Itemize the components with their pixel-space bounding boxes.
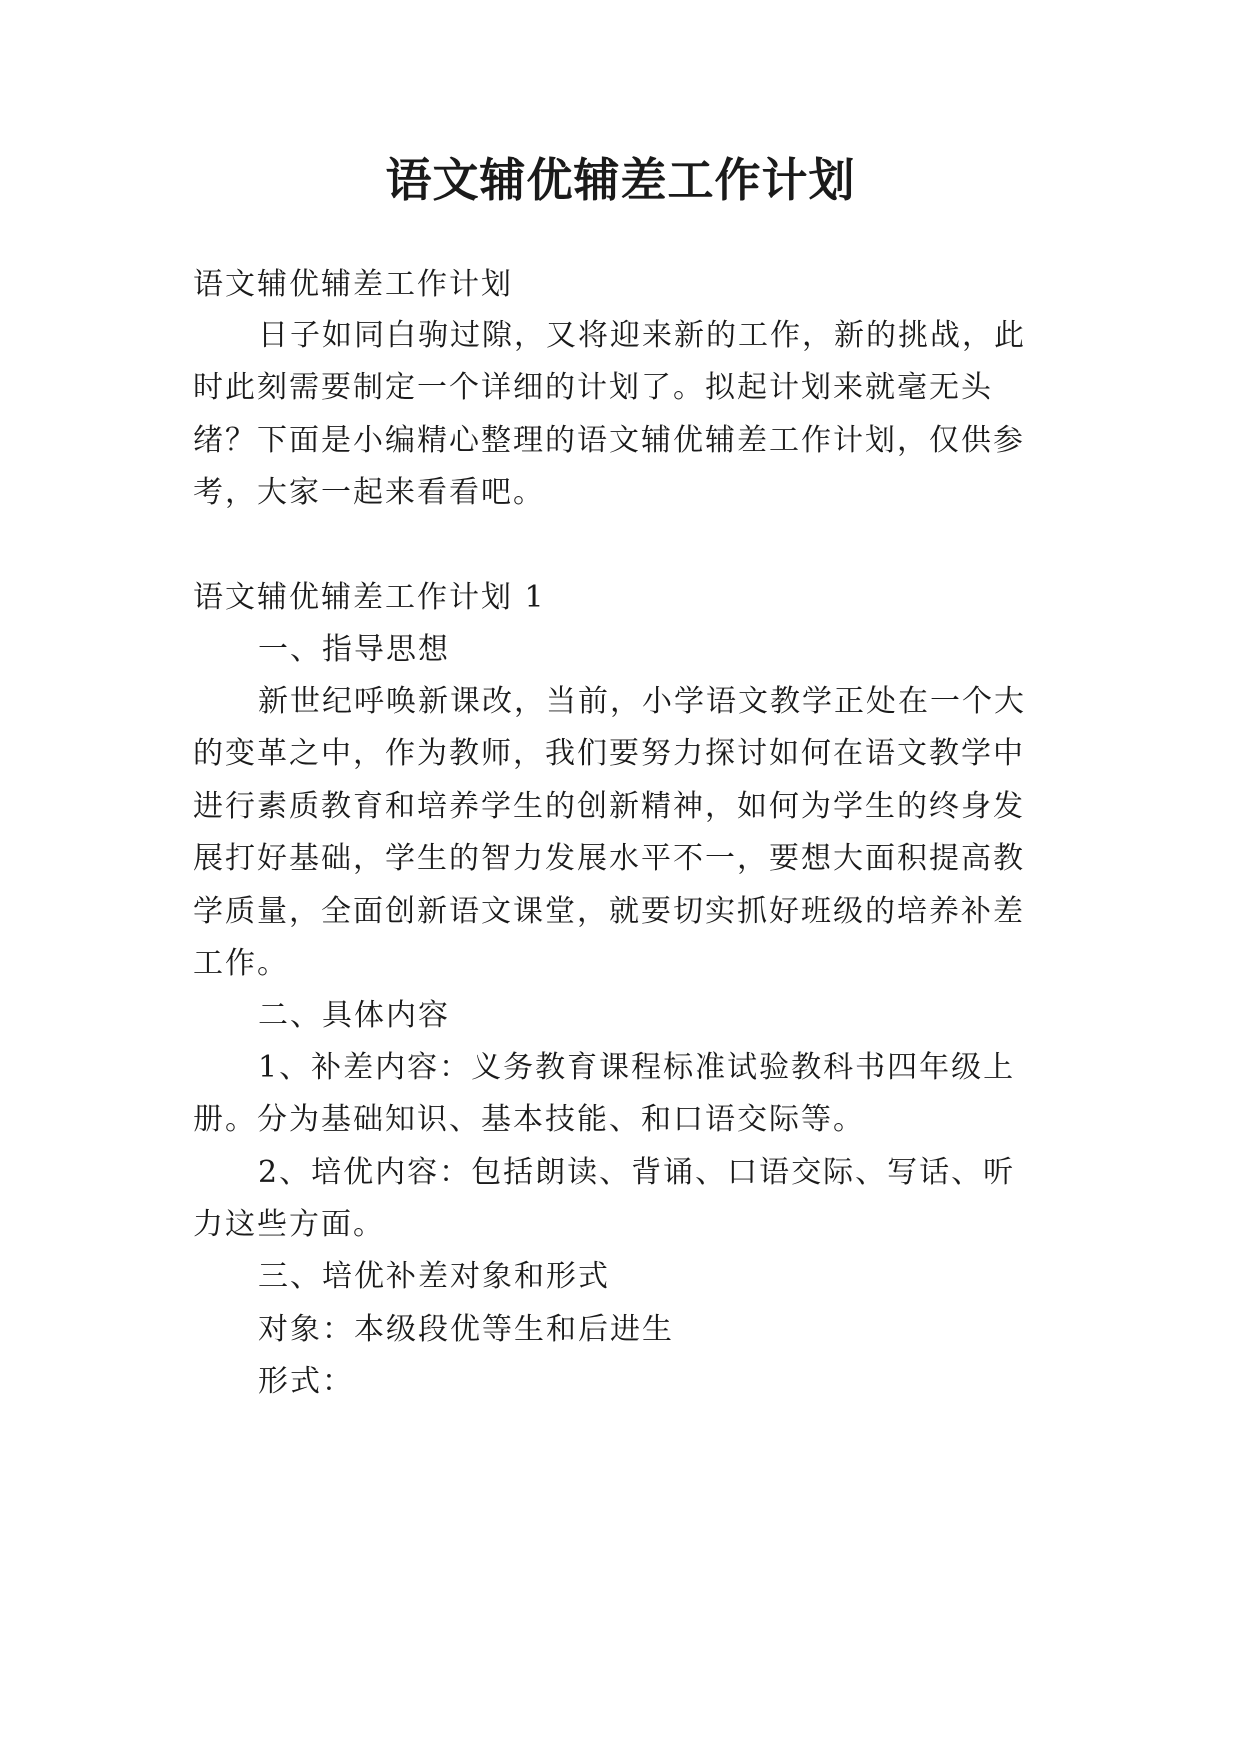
heading-line: 一、指导思想 — [258, 632, 450, 667]
subtitle-line: 语文辅优辅差工作计划 — [193, 267, 513, 302]
section-heading: 语文辅优辅差工作计划 1 — [193, 580, 546, 615]
paragraph-line: 日子如同白驹过隙，又将迎来新的工作，新的挑战，此 — [258, 318, 1026, 353]
document-title: 语文辅优辅差工作计划 — [385, 153, 856, 207]
heading-line: 二、具体内容 — [258, 998, 450, 1033]
paragraph-line: 1、补差内容：义务教育课程标准试验教科书四年级上 — [258, 1050, 1016, 1085]
paragraph-line: 新世纪呼唤新课改，当前，小学语文教学正处在一个大 — [258, 684, 1026, 719]
paragraph-line: 的变革之中，作为教师，我们要努力探讨如何在语文教学中 — [193, 736, 1025, 771]
paragraph-line: 工作。 — [193, 946, 289, 981]
paragraph-line: 学质量，全面创新语文课堂，就要切实抓好班级的培养补差 — [193, 894, 1025, 929]
paragraph-line: 2、培优内容：包括朗读、背诵、口语交际、写话、听 — [258, 1155, 1016, 1190]
paragraph-line: 力这些方面。 — [193, 1207, 385, 1242]
paragraph-line: 展打好基础，学生的智力发展水平不一，要想大面积提高教 — [193, 841, 1025, 876]
paragraph-line: 考，大家一起来看看吧。 — [193, 475, 545, 510]
paragraph-line: 形式： — [258, 1364, 354, 1399]
paragraph-line: 进行素质教育和培养学生的创新精神，如何为学生的终身发 — [193, 789, 1025, 824]
paragraph-line: 对象：本级段优等生和后进生 — [258, 1312, 674, 1347]
paragraph-line: 绪？下面是小编精心整理的语文辅优辅差工作计划，仅供参 — [193, 423, 1025, 458]
paragraph-line: 时此刻需要制定一个详细的计划了。拟起计划来就毫无头 — [193, 370, 993, 405]
paragraph-line: 册。分为基础知识、基本技能、和口语交际等。 — [193, 1102, 865, 1137]
heading-line: 三、培优补差对象和形式 — [258, 1259, 610, 1294]
